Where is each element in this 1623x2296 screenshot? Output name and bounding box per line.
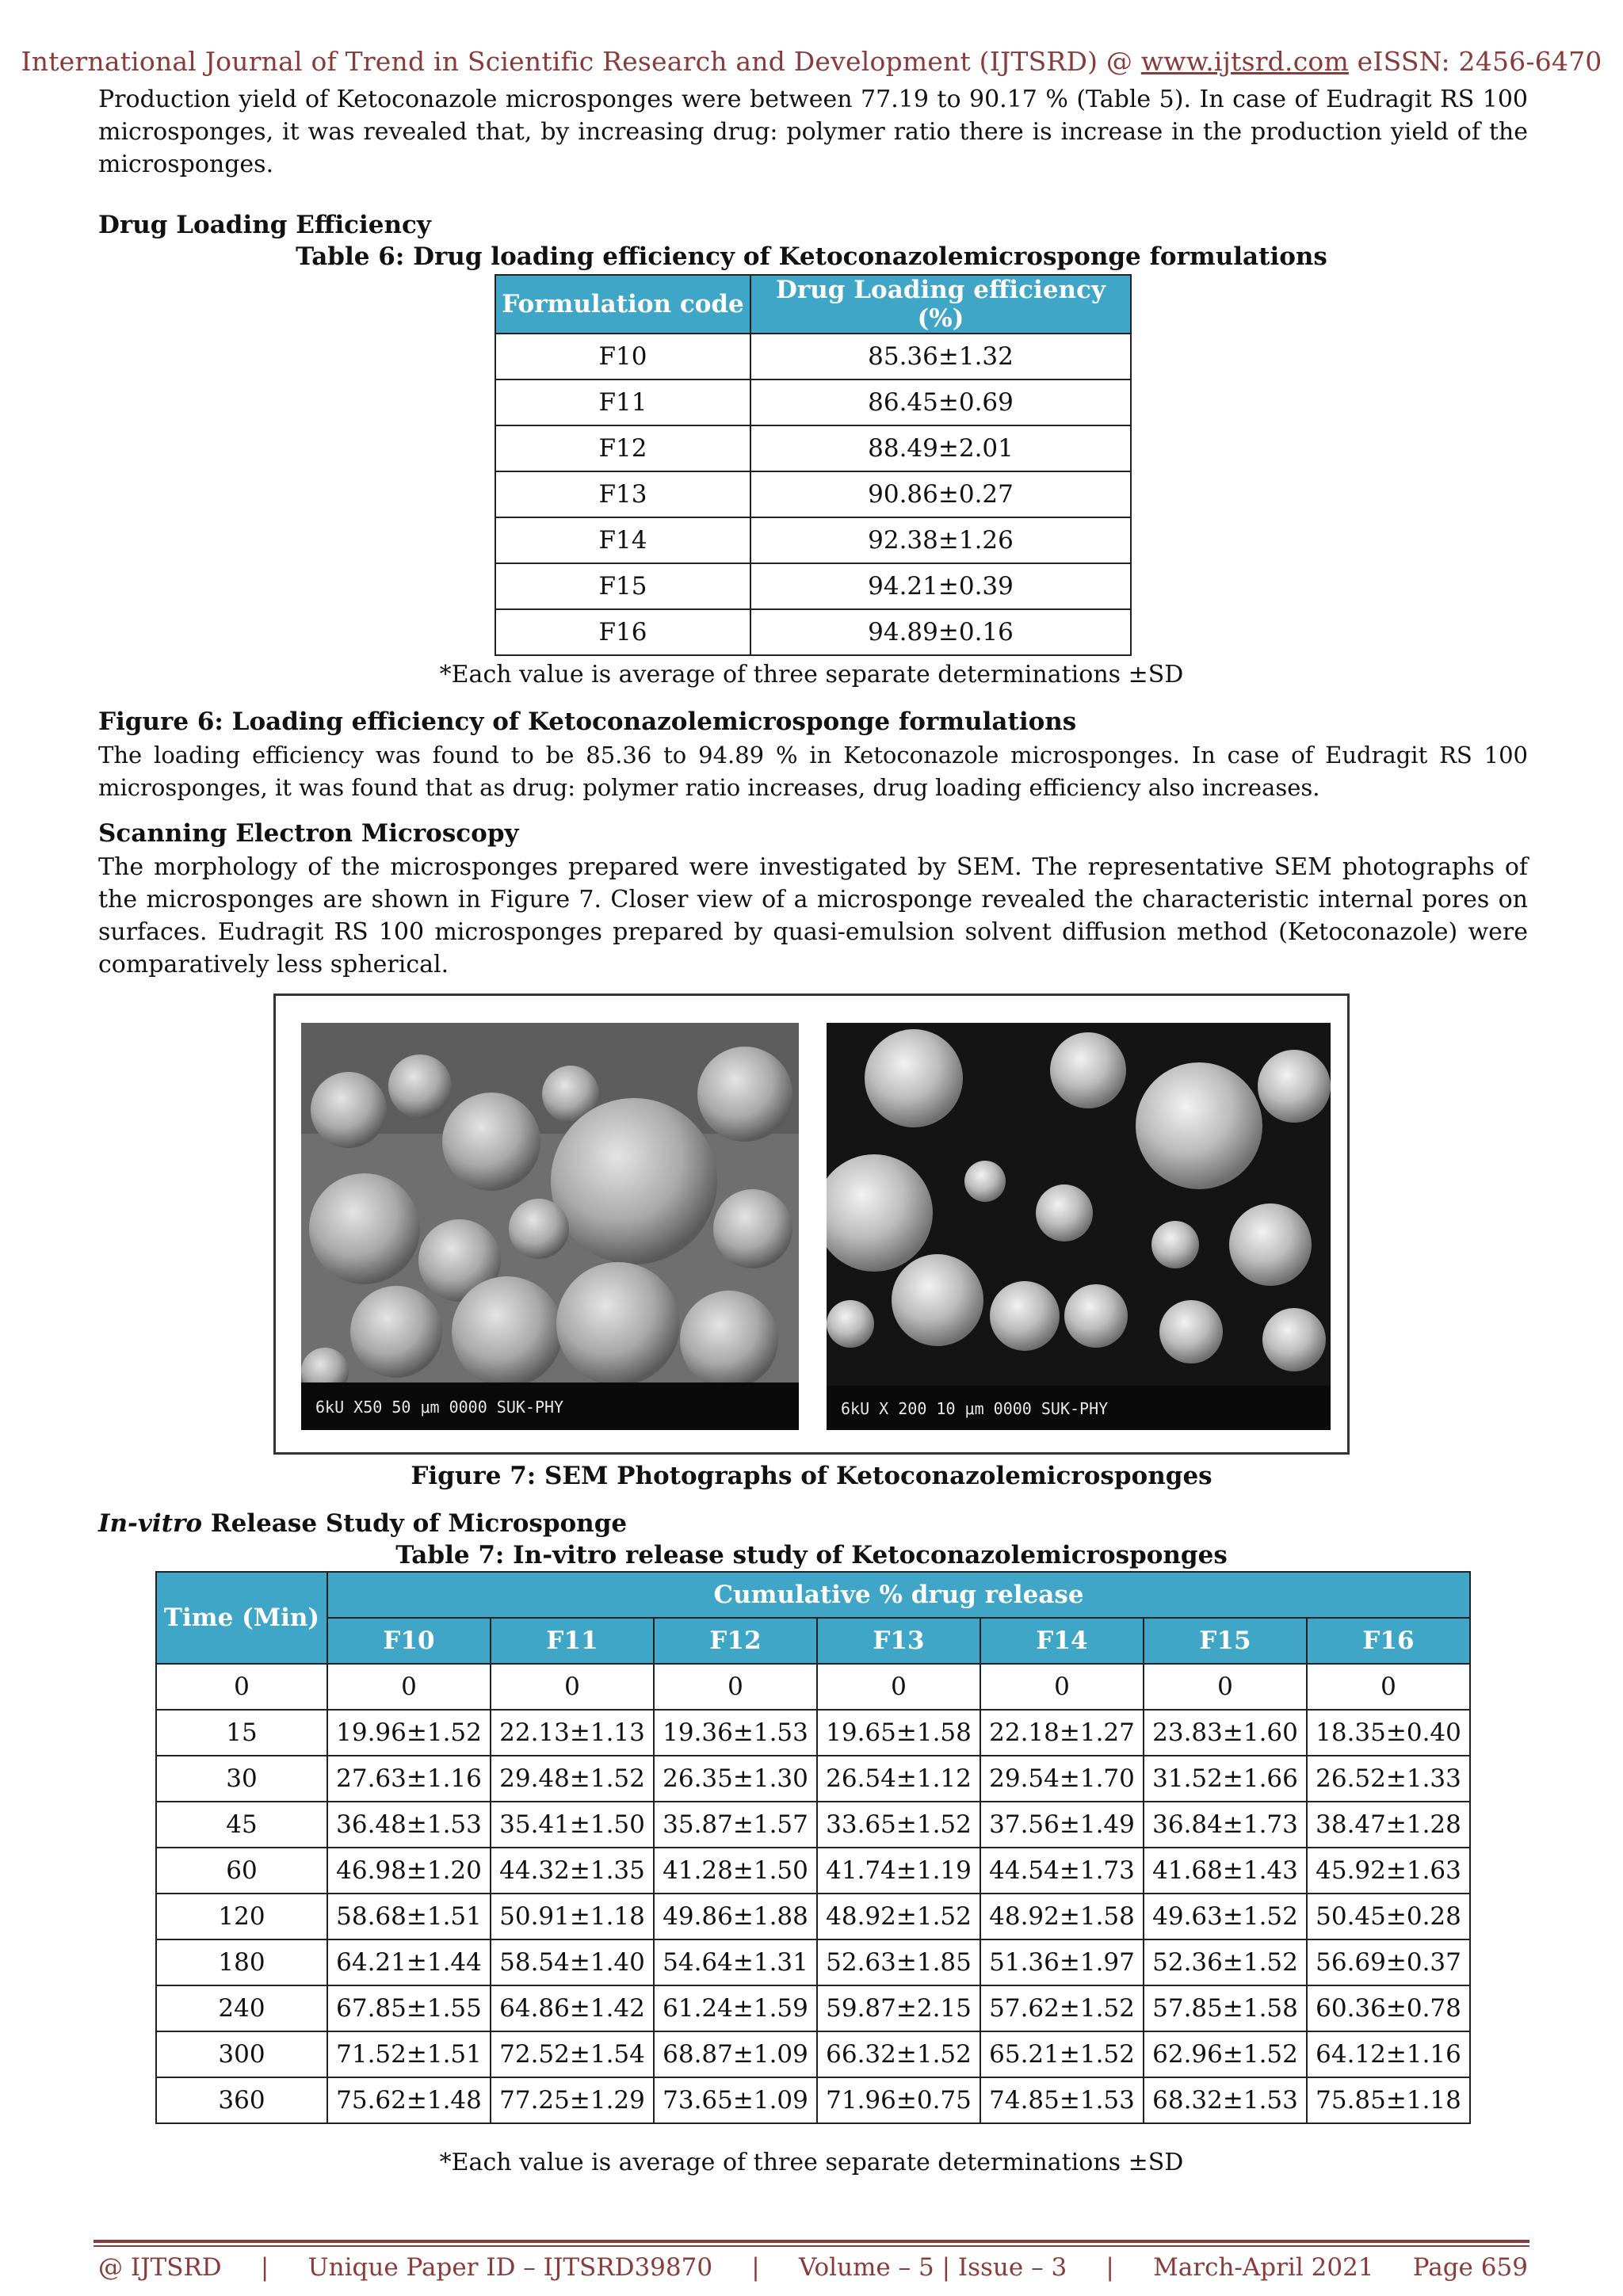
release-heading <box>98 1509 627 1538</box>
table-cell: F15 <box>495 563 750 609</box>
footer-volume: Volume – 5 | Issue – 3 <box>798 2253 1067 2282</box>
table-cell: 62.96±1.52 <box>1144 2031 1307 2077</box>
footer-sep: | <box>751 2253 760 2282</box>
table-cell: 0 <box>1307 1664 1470 1710</box>
table-cell: 72.52±1.54 <box>491 2031 654 2077</box>
table-cell: F14 <box>495 517 750 563</box>
table-cell: 73.65±1.09 <box>654 2077 817 2123</box>
table-cell: 44.32±1.35 <box>491 1848 654 1894</box>
table-row <box>495 425 1131 471</box>
table-cell: 67.85±1.55 <box>327 1985 491 2031</box>
table-cell: 19.65±1.58 <box>817 1710 980 1756</box>
table-cell: 45 <box>156 1802 327 1848</box>
table-cell: 60.36±0.78 <box>1307 1985 1470 2031</box>
table-cell: 88.49±2.01 <box>750 425 1131 471</box>
table-cell: 52.36±1.52 <box>1144 1939 1307 1985</box>
table-cell: 44.54±1.73 <box>980 1848 1144 1894</box>
table7-group-header: Cumulative % drug release <box>327 1572 1470 1618</box>
table-cell: 26.35±1.30 <box>654 1756 817 1802</box>
table-cell: 29.48±1.52 <box>491 1756 654 1802</box>
table-cell: F12 <box>495 425 750 471</box>
table-cell: F10 <box>495 334 750 379</box>
release-heading-rest: Release Study of Microsponge <box>202 1509 628 1538</box>
table-row <box>156 1985 1470 2031</box>
page-footer <box>98 2253 1528 2282</box>
table-cell: 26.54±1.12 <box>817 1756 980 1802</box>
table-cell: 71.52±1.51 <box>327 2031 491 2077</box>
table-cell: 38.47±1.28 <box>1307 1802 1470 1848</box>
table-cell: 86.45±0.69 <box>750 379 1131 425</box>
table-cell: 120 <box>156 1894 327 1939</box>
table-cell: 50.91±1.18 <box>491 1894 654 1939</box>
table7-caption: Table 7: In-vitro release study of Ketoconazolemicrosponges <box>395 1541 1228 1569</box>
intro-paragraph: Production yield of Ketoconazole microsponges were between 77.19 to 90.17 % (Table 5). In case of Eudragit RS 100 microsponges, it was revealed that, by increasing drug: polymer ratio there is increase in the production yield of the microsponges. <box>98 86 1528 178</box>
table7-col-f10: F10 <box>327 1618 491 1664</box>
table-cell: 36.48±1.53 <box>327 1802 491 1848</box>
table-cell: 60 <box>156 1848 327 1894</box>
table7-col-f12: F12 <box>654 1618 817 1664</box>
figure6-text: The loading efficiency was found to be 85.36 to 94.89 % in Ketoconazole microsponges. In case of Eudragit RS 100 microsponges, it was found that as drug: polymer ratio increases, drug loading efficiency also increases. <box>98 742 1528 801</box>
drug-loading-heading: Drug Loading Efficiency <box>98 211 431 239</box>
table-cell: 85.36±1.32 <box>750 334 1131 379</box>
footer-paper-id: Unique Paper ID – IJTSRD39870 <box>307 2253 713 2282</box>
table-cell: 68.32±1.53 <box>1144 2077 1307 2123</box>
table-cell: 74.85±1.53 <box>980 2077 1144 2123</box>
table-cell: 300 <box>156 2031 327 2077</box>
sem-left-label: 6kU X50 50 μm 0000 SUK-PHY <box>315 1398 564 1417</box>
table-cell: 19.36±1.53 <box>654 1710 817 1756</box>
journal-name: International Journal of Trend in Scientific Research and Development (IJTSRD) @ <box>21 46 1133 77</box>
table-row <box>156 1939 1470 1985</box>
table-cell: 48.92±1.58 <box>980 1894 1144 1939</box>
table-cell: 57.85±1.58 <box>1144 1985 1307 2031</box>
table6-caption: Table 6: Drug loading efficiency of Ketoconazolemicrosponge formulations <box>296 242 1327 271</box>
table-cell: F16 <box>495 609 750 655</box>
journal-header <box>0 46 1623 77</box>
table-cell: 61.24±1.59 <box>654 1985 817 2031</box>
figure7-caption: Figure 7: SEM Photographs of Ketoconazolemicrosponges <box>411 1462 1212 1490</box>
table-cell: 36.84±1.73 <box>1144 1802 1307 1848</box>
table-cell: 68.87±1.09 <box>654 2031 817 2077</box>
footer-rule <box>94 2240 1529 2243</box>
table7 <box>155 1571 1471 2124</box>
table-cell: 94.89±0.16 <box>750 609 1131 655</box>
table-cell: 71.96±0.75 <box>817 2077 980 2123</box>
table-cell: 75.62±1.48 <box>327 2077 491 2123</box>
table6-note: *Each value is average of three separate determinations ±SD <box>439 661 1184 688</box>
table-cell: 31.52±1.66 <box>1144 1756 1307 1802</box>
table-cell: 19.96±1.52 <box>327 1710 491 1756</box>
table-cell: 35.41±1.50 <box>491 1802 654 1848</box>
table-row <box>495 609 1131 655</box>
table7-note: *Each value is average of three separate determinations ±SD <box>439 2149 1184 2176</box>
table-cell: 51.36±1.97 <box>980 1939 1144 1985</box>
table-row <box>495 379 1131 425</box>
table6 <box>495 274 1132 656</box>
table-cell: 23.83±1.60 <box>1144 1710 1307 1756</box>
table-cell: 37.56±1.49 <box>980 1802 1144 1848</box>
table-row <box>156 1664 1470 1710</box>
table-cell: F13 <box>495 471 750 517</box>
table-cell: 29.54±1.70 <box>980 1756 1144 1802</box>
table-cell: 0 <box>980 1664 1144 1710</box>
table7-col-f16: F16 <box>1307 1618 1470 1664</box>
table-cell: 0 <box>1144 1664 1307 1710</box>
sem-heading: Scanning Electron Microscopy <box>98 819 519 848</box>
table-cell: 64.86±1.42 <box>491 1985 654 2031</box>
table-cell: 30 <box>156 1756 327 1802</box>
table-row <box>495 334 1131 379</box>
table-cell: 41.74±1.19 <box>817 1848 980 1894</box>
table-cell: 49.86±1.88 <box>654 1894 817 1939</box>
table-cell: 0 <box>491 1664 654 1710</box>
sem-image-left <box>301 1023 799 1430</box>
table-cell: 94.21±0.39 <box>750 563 1131 609</box>
table-cell: 64.12±1.16 <box>1307 2031 1470 2077</box>
table-cell: 75.85±1.18 <box>1307 2077 1470 2123</box>
sem-paragraph: The morphology of the microsponges prepared were investigated by SEM. The representative SEM photographs of the microsponges are shown in Figure 7. Closer view of a microsponge revealed the characteristic internal pores on surfaces. Eudragit RS 100 microsponges prepared by quasi-emulsion solvent diffusion method (Ketoconazole) were comparatively less spherical. <box>98 853 1528 978</box>
table-cell: 41.28±1.50 <box>654 1848 817 1894</box>
table-cell: 48.92±1.52 <box>817 1894 980 1939</box>
footer-date: March-April 2021 <box>1153 2253 1374 2282</box>
figure6-caption: Figure 6: Loading efficiency of Ketoconazolemicrosponge formulations <box>98 707 1077 736</box>
table-cell: 54.64±1.31 <box>654 1939 817 1985</box>
table-row <box>156 1848 1470 1894</box>
table-cell: 45.92±1.63 <box>1307 1848 1470 1894</box>
table-row <box>156 2077 1470 2123</box>
table7-header-row-1 <box>156 1572 1470 1618</box>
table-row <box>156 1802 1470 1848</box>
table-cell: 50.45±0.28 <box>1307 1894 1470 1939</box>
table-row <box>495 517 1131 563</box>
table-cell: 90.86±0.27 <box>750 471 1131 517</box>
table-cell: 46.98±1.20 <box>327 1848 491 1894</box>
footer-page: Page 659 <box>1412 2253 1528 2282</box>
table-row <box>156 1710 1470 1756</box>
table-cell: 92.38±1.26 <box>750 517 1131 563</box>
table7-col-f15: F15 <box>1144 1618 1307 1664</box>
table7-col-f13: F13 <box>817 1618 980 1664</box>
table-cell: 57.62±1.52 <box>980 1985 1144 2031</box>
sem-image-right <box>827 1023 1331 1430</box>
table-cell: F11 <box>495 379 750 425</box>
footer-ijtsrd: @ IJTSRD <box>98 2253 222 2282</box>
table-cell: 59.87±2.15 <box>817 1985 980 2031</box>
table-cell: 35.87±1.57 <box>654 1802 817 1848</box>
table7-header-row-2 <box>156 1618 1470 1664</box>
journal-issn: eISSN: 2456-6470 <box>1357 46 1602 77</box>
table-cell: 22.13±1.13 <box>491 1710 654 1756</box>
release-heading-italic: In-vitro <box>98 1509 203 1538</box>
table-cell: 58.54±1.40 <box>491 1939 654 1985</box>
table-cell: 0 <box>156 1664 327 1710</box>
table-cell: 58.68±1.51 <box>327 1894 491 1939</box>
table7-body <box>156 1664 1470 2123</box>
table-cell: 240 <box>156 1985 327 2031</box>
sem-right-label: 6kU X 200 10 μm 0000 SUK-PHY <box>841 1399 1109 1418</box>
table-cell: 360 <box>156 2077 327 2123</box>
table-cell: 49.63±1.52 <box>1144 1894 1307 1939</box>
table-cell: 26.52±1.33 <box>1307 1756 1470 1802</box>
table-row <box>156 1756 1470 1802</box>
sem-figure <box>273 994 1350 1455</box>
table-cell: 64.21±1.44 <box>327 1939 491 1985</box>
footer-sep: | <box>1106 2253 1114 2282</box>
table-cell: 180 <box>156 1939 327 1985</box>
table-cell: 65.21±1.52 <box>980 2031 1144 2077</box>
table-cell: 77.25±1.29 <box>491 2077 654 2123</box>
table-cell: 0 <box>654 1664 817 1710</box>
table-cell: 41.68±1.43 <box>1144 1848 1307 1894</box>
table-cell: 15 <box>156 1710 327 1756</box>
table-cell: 0 <box>327 1664 491 1710</box>
table-cell: 33.65±1.52 <box>817 1802 980 1848</box>
table-cell: 56.69±0.37 <box>1307 1939 1470 1985</box>
table-cell: 18.35±0.40 <box>1307 1710 1470 1756</box>
table-row <box>156 1894 1470 1939</box>
table-cell: 22.18±1.27 <box>980 1710 1144 1756</box>
table-cell: 52.63±1.85 <box>817 1939 980 1985</box>
footer-sep: | <box>260 2253 269 2282</box>
table6-header-row <box>495 275 1131 334</box>
table-cell: 66.32±1.52 <box>817 2031 980 2077</box>
journal-url-link[interactable]: www.ijtsrd.com <box>1140 46 1349 77</box>
table-row <box>156 2031 1470 2077</box>
table-cell: 0 <box>817 1664 980 1710</box>
table-row <box>495 563 1131 609</box>
table7-time-header: Time (Min) <box>156 1572 327 1664</box>
table6-col-formulation: Formulation code <box>495 275 750 334</box>
footer-rule-thin <box>94 2245 1529 2247</box>
table6-col-efficiency: Drug Loading efficiency (%) <box>750 275 1131 334</box>
table7-col-f11: F11 <box>491 1618 654 1664</box>
table-row <box>495 471 1131 517</box>
table-cell: 27.63±1.16 <box>327 1756 491 1802</box>
table7-col-f14: F14 <box>980 1618 1144 1664</box>
